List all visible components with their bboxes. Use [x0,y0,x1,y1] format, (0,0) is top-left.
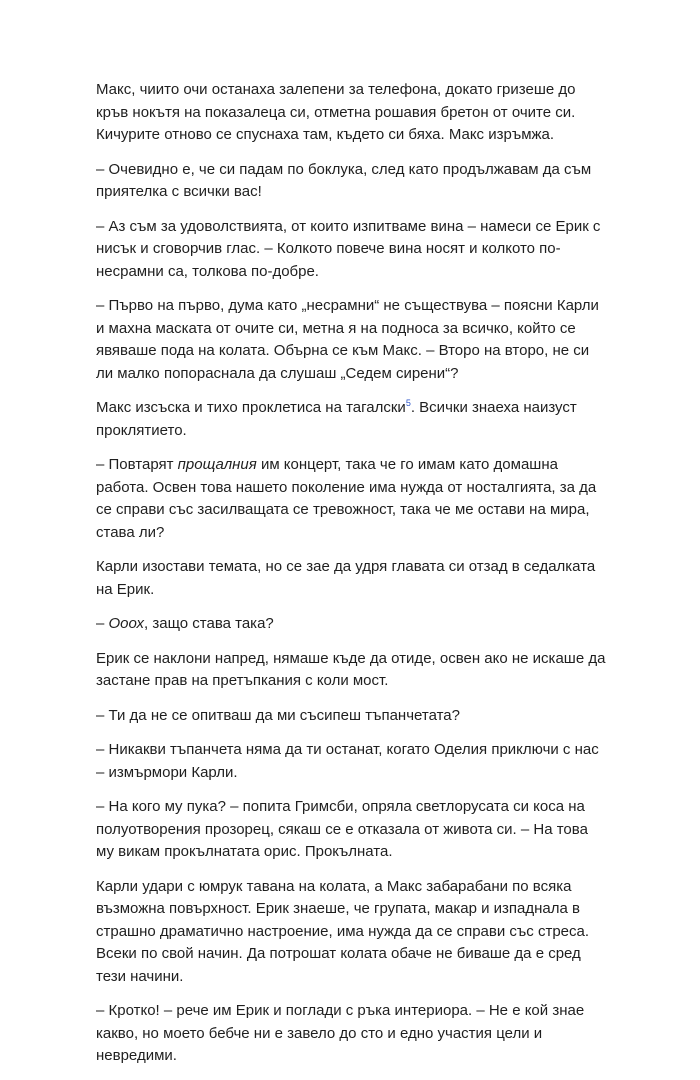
paragraph: – Аз съм за удоволствията, от които изпитваме вина – намеси се Ерик с нисък и сговорчив глас. – Колкото повече вина носят и колкото по-несрамни са, толкова по-добре. [96,217,601,280]
footnote-reference-link[interactable]: 5 [405,398,411,408]
paragraph [96,397,606,442]
paragraph-text: – Повтарят [96,456,178,473]
paragraph-text: – [96,615,109,632]
paragraph [96,454,606,544]
paragraph-text: Макс изсъска и тихо проклетиса на тагалски [96,399,406,416]
paragraph [96,613,606,636]
paragraph: – Никакви тъпанчета няма да ти останат, когато Оделия приключи с нас – измърмори Карли. [96,741,599,781]
paragraph: – Ти да не се опитваш да ми съсипеш тъпанчетата? [96,706,460,724]
paragraph: – Очевидно е, че си падам по боклука, след като продължавам да съм приятелка с всички вас! [96,160,592,200]
paragraph: Ерик се наклони напред, нямаше къде да отиде, освен ако не искаше да застане прав на претъпкания с коли мост. [96,649,606,689]
paragraph: – Кротко! – рече им Ерик и поглади с ръка интериора. – Не е кой знае какво, но моето бебче ни е завело до сто и едно участия цели и невредими. [96,1002,585,1064]
paragraph: Карли изостави темата, но се зае да удря главата си отзад в седалката на Ерик. [96,558,596,598]
paragraph: Карли удари с юмрук тавана на колата, а Макс забарабани по всяка възможна повърхност. Ерик знаеше, че групата, макар и изпаднала в страшно драматично настроение, има нужда да се справи със стреса. Всеки по свой начин. Да потрошат колата обаче не биваше да е сред тези начини. [96,877,590,985]
paragraph-text: , защо става така? [144,615,274,632]
paragraph: – Първо на първо, дума като „несрамни“ не съществува – поясни Карли и махна маската от очите си, метна я на подноса за всичко, който се явяваше пода на колата. Обърна се към Макс. – Второ на второ, не си ли малко попораснала да слушаш „Седем сирени“? [96,297,599,382]
emphasized-word: прощалния [177,456,257,473]
emphasized-word: Ооох [108,615,145,632]
paragraph-text: . Всички знаеха наизуст проклятието. [96,399,577,439]
paragraph: – На кого му пука? – попита Гримсби, опряла светлорусата си коса на полуотворения прозорец, сякаш се е отказала от живота си. – На това му викам прокълнатата орис. Прокълната. [96,798,588,860]
document-body [96,79,606,1080]
paragraph-text: им концерт, така че го имам като домашна работа. Освен това нашето поколение има нужда от носталгията, за да се справи със засилващата се тревожност, така че ме остави на мира, става ли? [96,456,597,541]
paragraph: Макс, чиито очи останаха залепени за телефона, докато гризеше до кръв нокътя на показалеца си, отметна рошавия бретон от очите си. Кичурите отново се спуснаха там, където си бяха. Макс изръмжа. [96,81,576,143]
